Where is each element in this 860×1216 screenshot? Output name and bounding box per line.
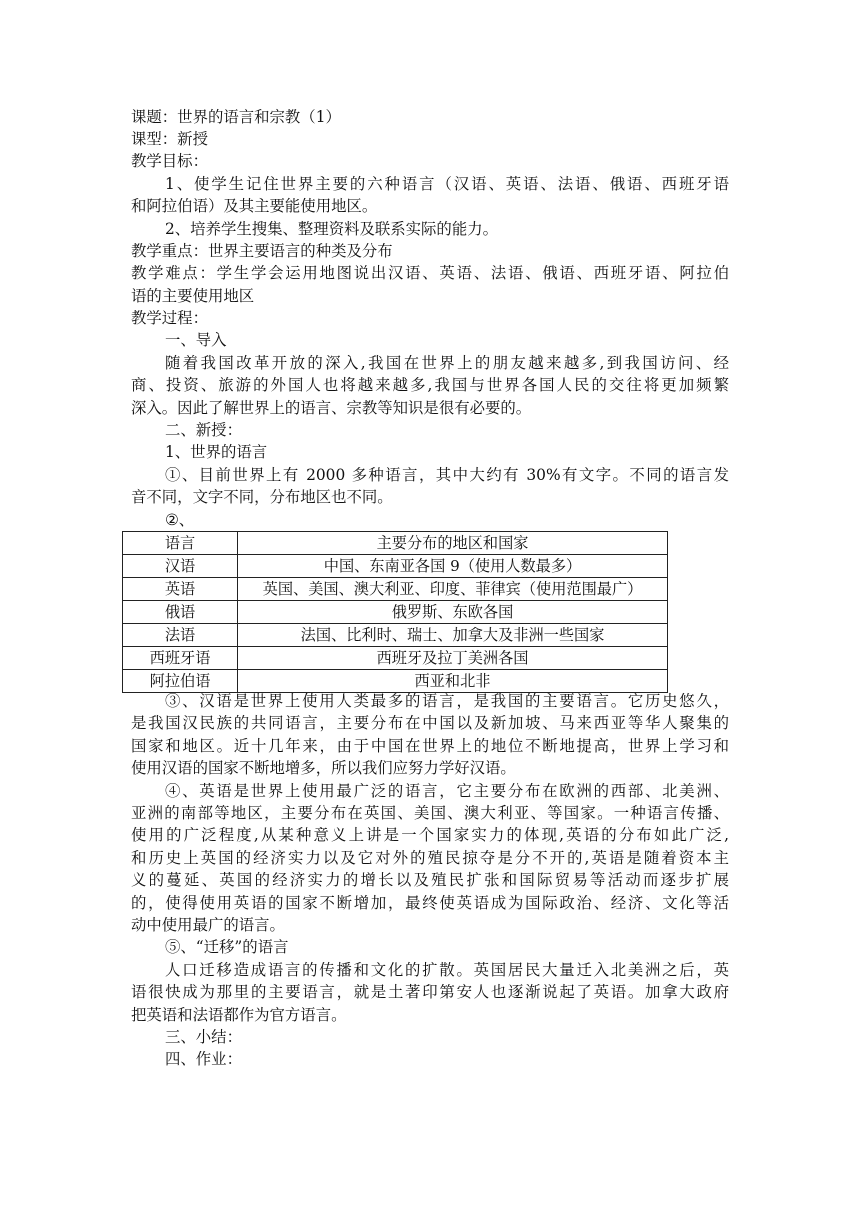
- point-4-line-2: 亚洲的南部等地区，主要分布在英国、美国、澳大利亚、等国家。一种语言传播、: [131, 804, 729, 822]
- summary-heading: 三、小结：: [165, 1028, 242, 1046]
- point-4-line-5: 义的蔓延、英国的经济实力的增长以及殖民扩张和国际贸易等活动而逐步扩展: [131, 871, 729, 889]
- point-1-line-1: ①、目前世界上有 2000 多种语言，其中大约有 30%有文字。不同的语言发: [165, 466, 729, 484]
- point-3-line-3: 国家和地区。近十几年来，由于中国在世界上的地位不断地提高，世界上学习和: [131, 737, 729, 755]
- table-cell-regions: 法国、比利时、瑞士、加拿大及非洲一些国家: [238, 624, 668, 647]
- point-4-line-7: 动中使用最广的语言。: [131, 916, 285, 934]
- lesson-type: 课型：新授: [131, 130, 208, 148]
- table-row: [123, 624, 668, 647]
- point-3-line-2: 是我国汉民族的共同语言，主要分布在中国以及新加坡、马来西亚等华人聚集的: [131, 714, 729, 732]
- intro-line-3: 深入。因此了解世界上的语言、宗教等知识是很有必要的。: [131, 399, 532, 417]
- table-cell-language: 西班牙语: [123, 647, 238, 670]
- point-4-line-1: ④、英语是世界上使用最广泛的语言，它主要分布在欧洲的西部、北美洲、: [165, 782, 729, 800]
- table-header-row: [123, 532, 668, 555]
- table-cell-language: 法语: [123, 624, 238, 647]
- goal-1-line-1: 1、使学生记住世界主要的六种语言（汉语、英语、法语、俄语、西班牙语: [165, 175, 729, 193]
- table-cell-language: 阿拉伯语: [123, 670, 238, 693]
- intro-line-1: 随着我国改革开放的深入,我国在世界上的朋友越来越多,到我国访问、经: [165, 354, 729, 372]
- table-row: [123, 601, 668, 624]
- point-5-line-2: 语很快成为那里的主要语言，就是土著印第安人也逐渐说起了英语。加拿大政府: [131, 983, 729, 1001]
- table-cell-regions: 俄罗斯、东欧各国: [238, 601, 668, 624]
- key-point: 教学重点：世界主要语言的种类及分布: [131, 242, 393, 260]
- point-2-label: ②、: [165, 511, 195, 529]
- table-cell-language: 英语: [123, 578, 238, 601]
- table-cell-regions: 西班牙及拉丁美洲各国: [238, 647, 668, 670]
- point-4-line-4: 和历史上英国的经济实力以及它对外的殖民掠夺是分不开的,英语是随着资本主: [131, 849, 729, 867]
- table-header-cell: 语言: [123, 532, 238, 555]
- point-3-line-1: ③、汉语是世界上使用人类最多的语言，是我国的主要语言。它历史悠久，: [165, 692, 729, 710]
- difficulty-line-1: 教学难点：学生学会运用地图说出汉语、英语、法语、俄语、西班牙语、阿拉伯: [131, 264, 729, 282]
- table-row: [123, 647, 668, 670]
- table-row: [123, 555, 668, 578]
- point-5-line-3: 把英语和法语都作为官方语言。: [131, 1006, 347, 1024]
- goal-2: 2、培养学生搜集、整理资料及联系实际的能力。: [165, 220, 498, 238]
- intro-heading: 一、导入: [165, 331, 227, 349]
- table-header-cell: 主要分布的地区和国家: [238, 532, 668, 555]
- point-5-line-1: 人口迁移造成语言的传播和文化的扩散。英国居民大量迁入北美洲之后，英: [165, 961, 729, 979]
- point-1-line-2: 音不同，文字不同，分布地区也不同。: [131, 488, 393, 506]
- goal-1-line-2: 和阿拉伯语）及其主要能使用地区。: [131, 197, 378, 215]
- difficulty-line-2: 语的主要使用地区: [131, 287, 255, 305]
- process-heading: 教学过程：: [131, 309, 208, 327]
- new-lesson-heading: 二、新授：: [165, 421, 242, 439]
- table-row: [123, 578, 668, 601]
- table-cell-language: 汉语: [123, 555, 238, 578]
- lesson-title: 课题：世界的语言和宗教（1）: [131, 108, 341, 126]
- table-cell-regions: 中国、东南亚各国 9（使用人数最多）: [238, 555, 668, 578]
- intro-line-2: 商、投资、旅游的外国人也将越来越多,我国与世界各国人民的交往将更加频繁: [131, 376, 729, 394]
- point-4-line-6: 的，使得使用英语的国家不断增加，最终使英语成为国际政治、经济、文化等活: [131, 894, 729, 912]
- table-cell-regions: 英国、美国、澳大利亚、印度、菲律宾（使用范围最广）: [238, 578, 668, 601]
- goals-heading: 教学目标：: [131, 152, 208, 170]
- table-cell-language: 俄语: [123, 601, 238, 624]
- point-4-line-3: 使用的广泛程度,从某种意义上讲是一个国家实力的体现,英语的分布如此广泛,: [131, 826, 729, 844]
- point-3-line-4: 使用汉语的国家不断地增多，所以我们应努力学好汉语。: [131, 759, 516, 777]
- language-section-heading: 1、世界的语言: [165, 443, 268, 461]
- table-cell-regions: 西亚和北非: [238, 670, 668, 693]
- point-5-heading: ⑤、“迁移”的语言: [165, 938, 289, 956]
- homework-heading: 四、作业：: [165, 1050, 242, 1068]
- language-distribution-table: [122, 531, 668, 693]
